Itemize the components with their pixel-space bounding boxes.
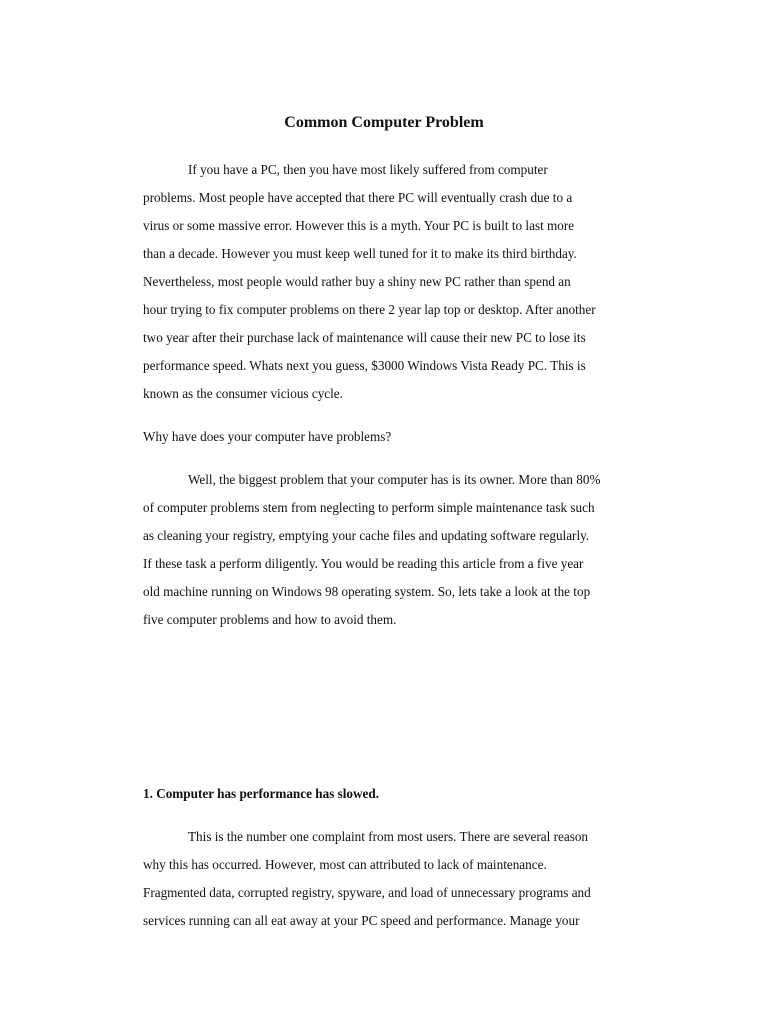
paragraph-1-line: Nevertheless, most people would rather buy a shiny new PC rather than spend an xyxy=(143,274,571,289)
paragraph-1-line: problems. Most people have accepted that there PC will eventually crash due to a xyxy=(143,190,573,205)
paragraph-1-line: performance speed. Whats next you guess, $3000 Windows Vista Ready PC. This is xyxy=(143,358,586,373)
paragraph-2-line: of computer problems stem from neglecting to perform simple maintenance task such xyxy=(143,500,595,515)
paragraph-3-line: why this has occurred. However, most can attributed to lack of maintenance. xyxy=(143,857,547,872)
paragraph-2-line: as cleaning your registry, emptying your cache files and updating software regularly. xyxy=(143,528,590,543)
question-line: Why have does your computer have problems? xyxy=(143,429,392,444)
paragraph-2-line: If these task a perform diligently. You would be reading this article from a five year xyxy=(143,556,584,571)
document-title: Common Computer Problem xyxy=(284,114,484,131)
paragraph-1-line: If you have a PC, then you have most likely suffered from computer xyxy=(188,162,548,177)
paragraph-1-line: virus or some massive error. However this is a myth. Your PC is built to last more xyxy=(143,218,575,233)
paragraph-3-line: services running can all eat away at your PC speed and performance. Manage your xyxy=(143,913,580,928)
paragraph-1-line: known as the consumer vicious cycle. xyxy=(143,386,343,401)
paragraph-2-line: five computer problems and how to avoid them. xyxy=(143,612,397,627)
paragraph-2-line: Well, the biggest problem that your computer has is its owner. More than 80% xyxy=(188,472,601,487)
section-1-heading: 1. Computer has performance has slowed. xyxy=(143,786,380,801)
paragraph-3-line: This is the number one complaint from most users. There are several reason xyxy=(188,829,589,844)
paragraph-1-line: two year after their purchase lack of maintenance will cause their new PC to lose its xyxy=(143,330,586,345)
paragraph-1-line: hour trying to fix computer problems on there 2 year lap top or desktop. After another xyxy=(143,302,596,317)
paragraph-1-line: than a decade. However you must keep well tuned for it to make its third birthday. xyxy=(143,246,577,261)
paragraph-2-line: old machine running on Windows 98 operating system. So, lets take a look at the top xyxy=(143,584,591,599)
paragraph-3-line: Fragmented data, corrupted registry, spyware, and load of unnecessary programs and xyxy=(143,885,591,900)
